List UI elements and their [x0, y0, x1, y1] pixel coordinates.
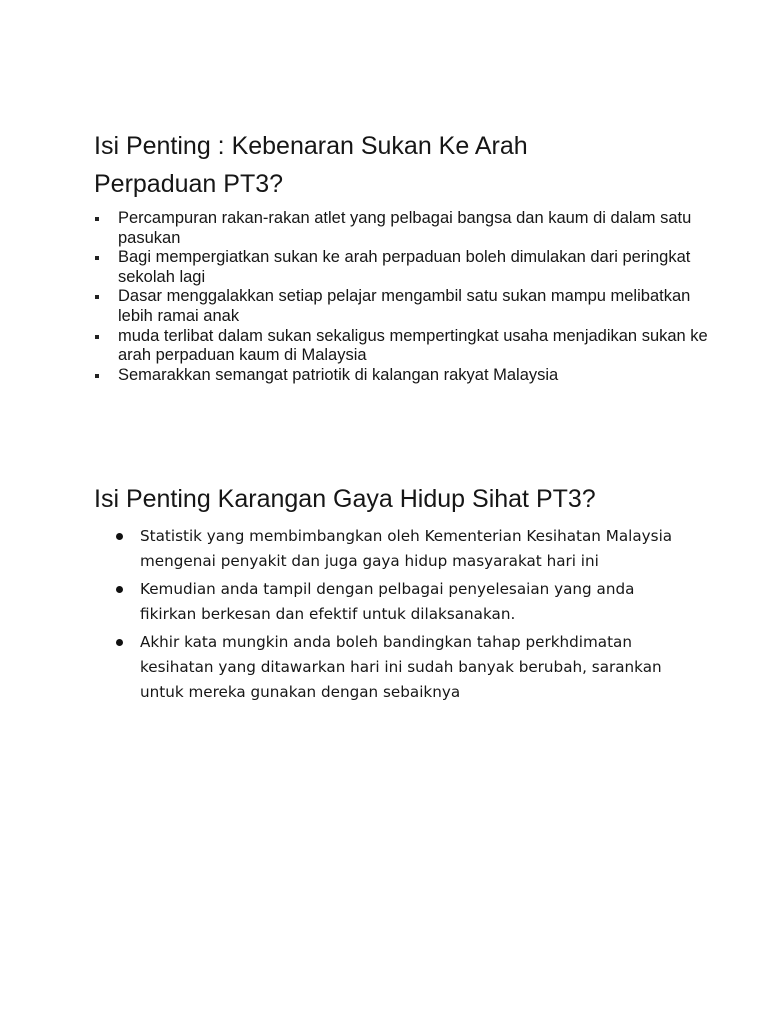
list-item-text: Kemudian anda tampil dengan pelbagai penyelesaian yang anda fikirkan berkesan dan efektif untuk dilaksanakan. [140, 580, 635, 623]
list-item-text: Dasar menggalakkan setiap pelajar mengambil satu sukan mampu melibatkan lebih ramai anak [118, 287, 691, 325]
square-bullet-icon [95, 335, 99, 339]
list-item-text: muda terlibat dalam sukan sekaligus mempertingkat usaha menjadikan sukan ke arah perpaduan kaum di Malaysia [118, 326, 708, 365]
list-item [115, 524, 675, 574]
list-item [95, 366, 715, 386]
list-item-text: Percampuran rakan-rakan atlet yang pelbagai bangsa dan kaum di dalam satu pasukan [118, 209, 692, 247]
square-bullet-icon [95, 217, 99, 221]
list-item [115, 577, 675, 627]
section-title-line-1: Isi Penting : Kebenaran Sukan Ke Arah [94, 132, 528, 160]
list-item-text: Semarakkan semangat patriotik di kalangan rakyat Malaysia [118, 365, 559, 384]
list-item [95, 287, 715, 326]
list-item-text: Akhir kata mungkin anda boleh bandingkan tahap perkhdimatan kesihatan yang ditawarkan hari ini sudah banyak berubah, sarankan untuk mereka gunakan dengan sebaiknya [140, 633, 662, 701]
square-bullet-icon [95, 374, 99, 378]
round-bullet-icon [116, 586, 123, 593]
bullet-list-sukan [95, 209, 715, 385]
list-item [95, 327, 715, 366]
round-bullet-icon [116, 639, 123, 646]
bullet-list-gaya-hidup [115, 524, 675, 708]
round-bullet-icon [116, 533, 123, 540]
square-bullet-icon [95, 295, 99, 299]
section-title-line-2: Perpaduan PT3? [94, 170, 284, 198]
list-item-text: Statistik yang membimbangkan oleh Kementerian Kesihatan Malaysia mengenai penyakit dan juga gaya hidup masyarakat hari ini [140, 527, 673, 570]
list-item-text: Bagi mempergiatkan sukan ke arah perpaduan boleh dimulakan dari peringkat sekolah lagi [118, 248, 691, 286]
list-item [95, 248, 715, 287]
square-bullet-icon [95, 256, 99, 260]
list-item [95, 209, 715, 248]
section-title: Isi Penting Karangan Gaya Hidup Sihat PT3? [94, 485, 596, 513]
list-item [115, 630, 675, 705]
